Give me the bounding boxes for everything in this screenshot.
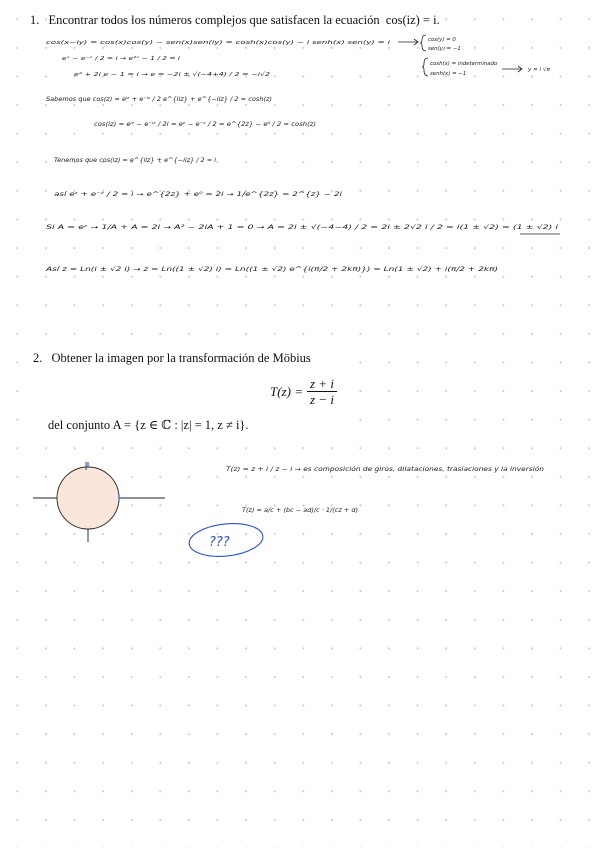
note-system-2a: cosh(x) = indeterminado [430,61,498,67]
problem-2-set: del conjunto A = {z ∈ ℂ : |z| = 1, z ≠ i}. [48,418,249,432]
mobius-formula-lhs: T(z) = [270,383,303,399]
problem-2-statement: Obtener la imagen por la transformación de Möbius [51,351,311,365]
note-line-1: cos(x−iy) = cos(x)cos(y) − sen(x)sen(iy) = cosh(x)cos(y) − i senh(x) sen(y) = i [46,40,391,46]
note-line-7: así eᶻ + e⁻ᶻ / 2 = i → e^{2z} + e⁰ = 2i → 1/e^{2z} = 2^{z} − 2i [54,192,244,198]
note-line-2: eˣ − e⁻ˣ / 2 = i → e²ˣ − 1 / 2 = i [62,56,151,62]
problem-2-number: 2. [33,351,43,365]
note-line-9: Así z = Ln(i ± √2 i) → z = Ln((1 ± √2) i) = Ln((1 ± √2) e^{i(π/2 + 2kπ)}) = Ln(1 ± √2) + i(π/2 + 2kπ) [46,267,339,273]
note-line-8: Si A = eᶻ → 1/A + A = 2i → A² − 2iA + 1 = 0 → A = 2i ± √(−4−4) / 2 = 2i ± 2√2 i / 2 = i(1 ± √2) = (1 ± √2) i [46,225,360,231]
note-system-1b: sen(y) = −1 [428,46,461,52]
note-line-6: Tenemos que cos(iz) = e^{iiz} + e^{−iiz} / 2 = i [54,158,217,164]
mobius-numerator: z + i [307,376,337,392]
problem-1-statement: Encontrar todos los números complejos que satisfacen la ecuación [48,13,380,27]
unit-circle [57,467,119,529]
note-line-3: e² + 2i e − 1 = i → e = −2i ± √(−4+4) / 2 = −i√2 [74,72,213,78]
note-mobius-3: ??? [209,535,230,550]
note-mobius-1: T(z) = z + i / z − i → es composición de giros, dilataciones, traslaciones y la inversión [226,467,474,473]
mobius-denominator: z − i [309,392,334,407]
note-line-4: Sabemos que cos(z) = eⁱᶻ + e⁻ⁱᶻ / 2 e^{iiz} + e^{−iiz} / 2 = cosh(z) [46,97,246,103]
note-mobius-2: T(z) = a/c + (bc − ad)/c · 1/(cz + d) [242,508,358,514]
problem-1-number: 1. [30,13,40,27]
note-result-2: y = i √π [528,67,550,73]
note-system-1a: cos(y) = 0 [428,37,456,43]
problem-1-equation: cos(iz) = i. [385,13,440,27]
note-line-5: cos(iz) = eⁱᶻ − e⁻ⁱᶻ / 2i = eᶻ − e⁻ᶻ / 2 = e^{2z} − e⁰ / 2 = cosh(z) [94,122,283,128]
note-system-2b: senh(x) = −1 [430,71,467,77]
